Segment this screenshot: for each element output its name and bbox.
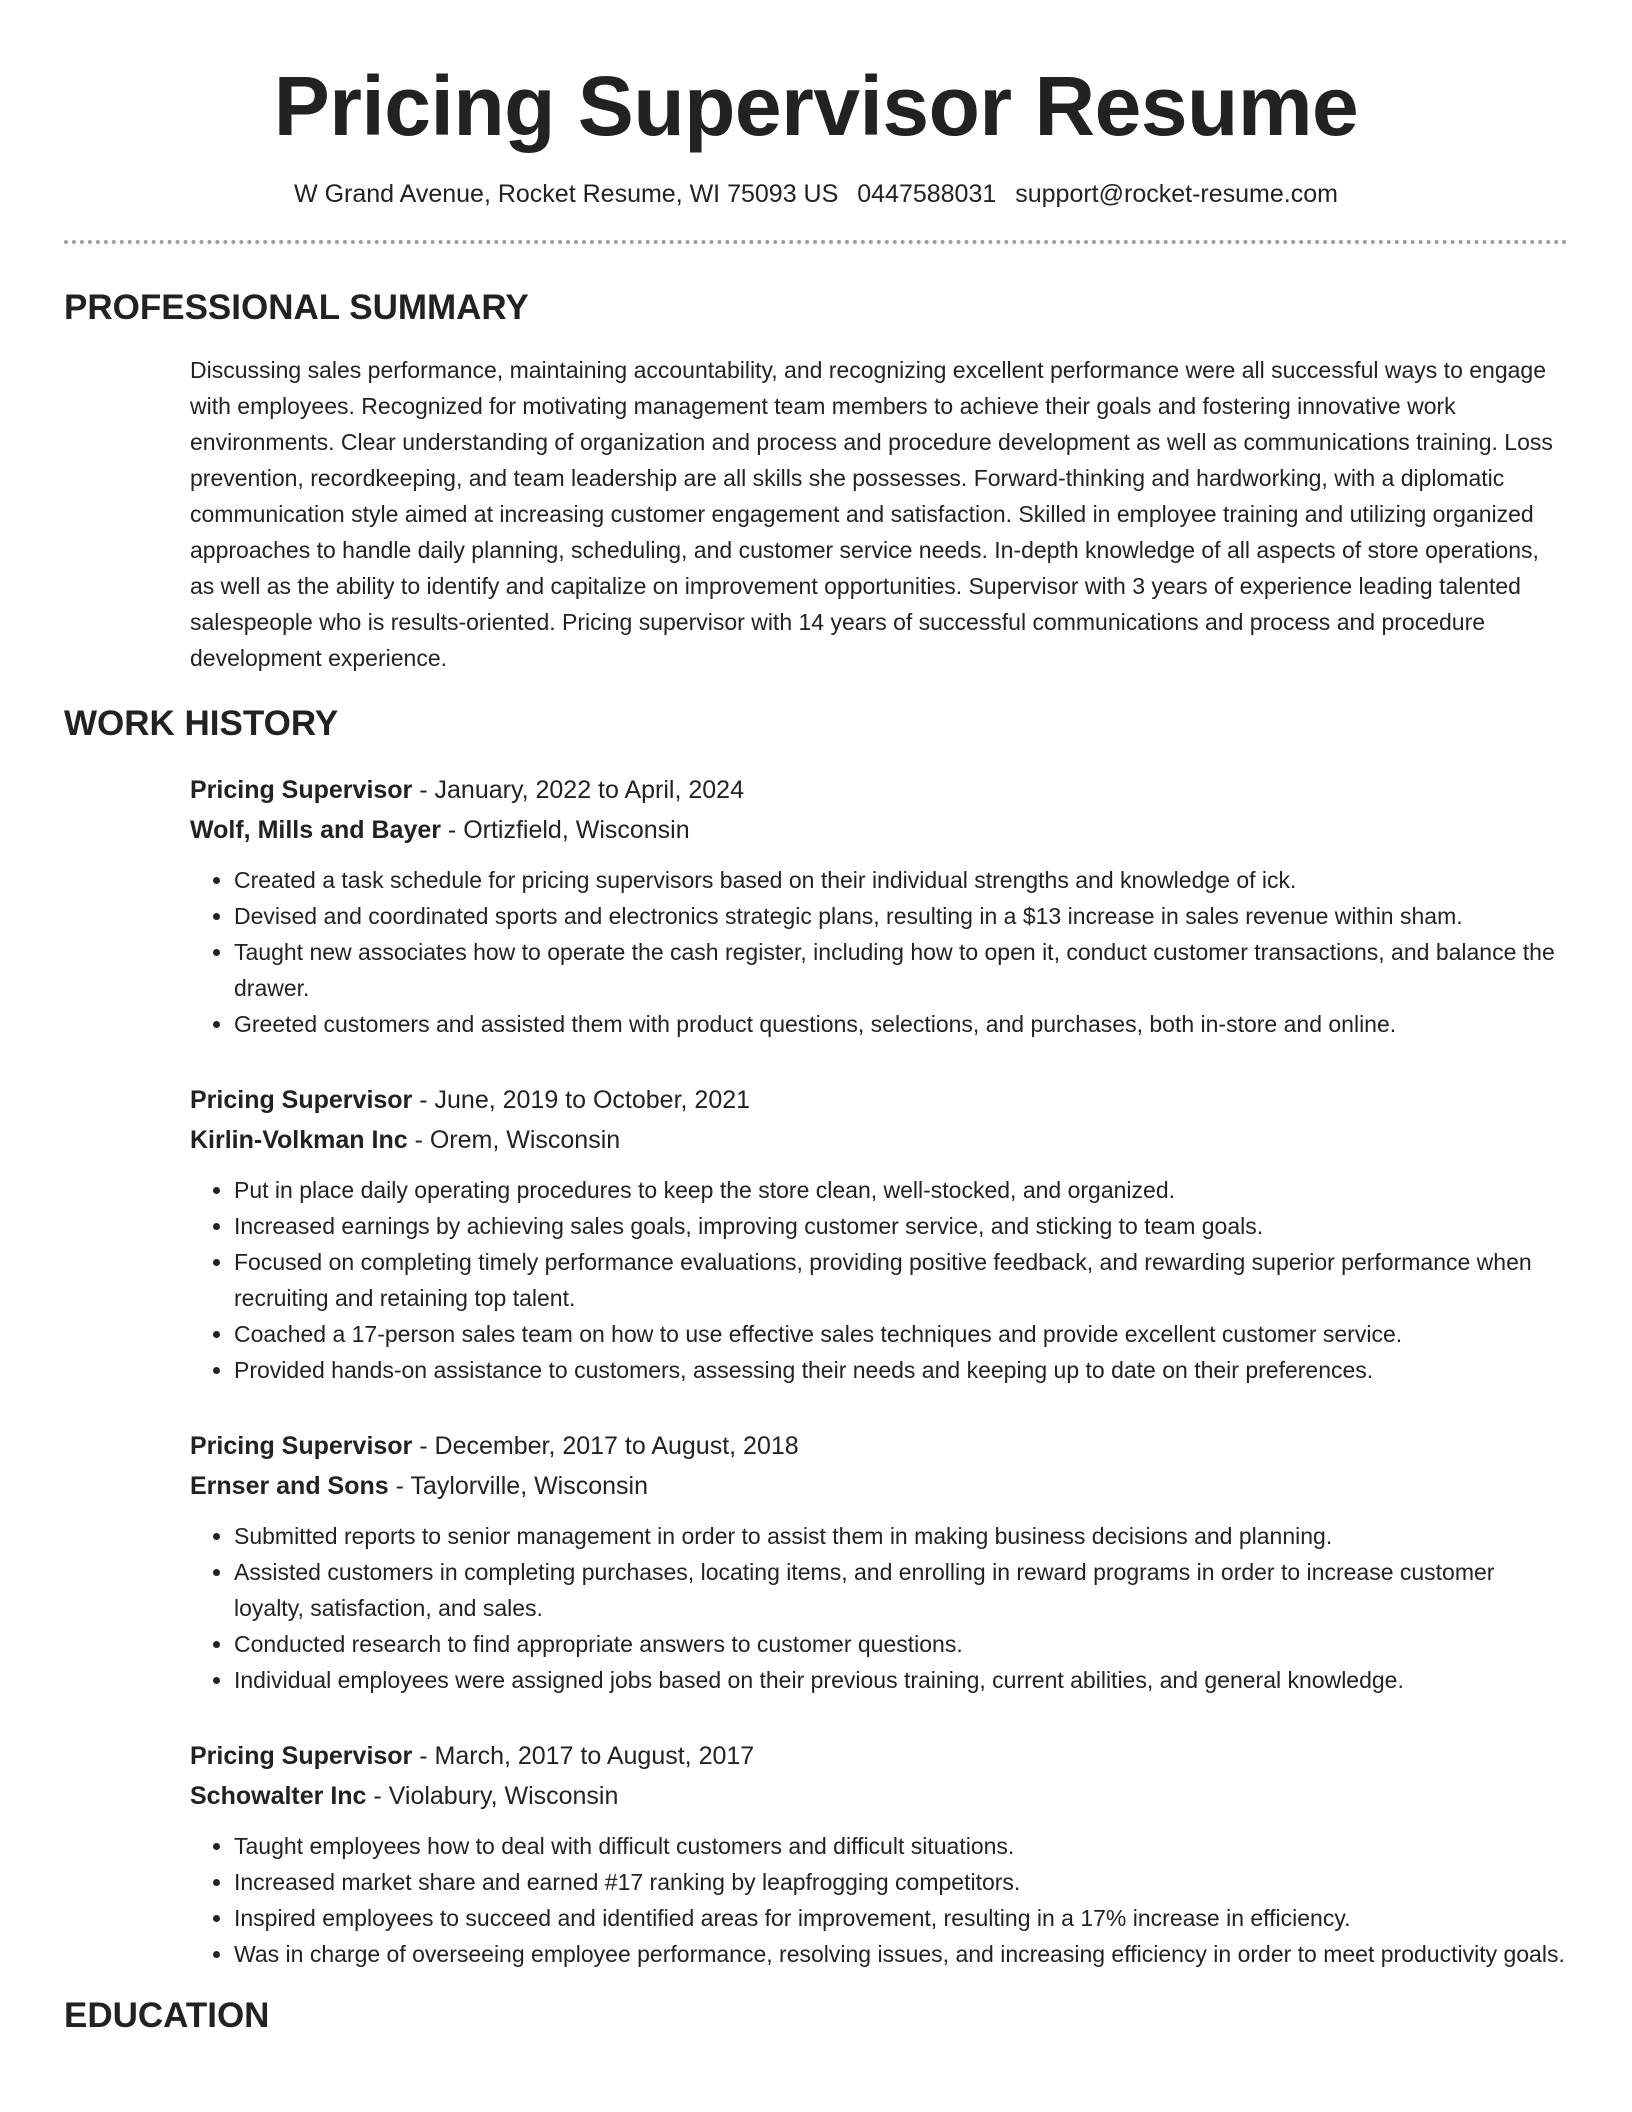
job-bullet: • Conducted research to find appropriate answers to customer questions. bbox=[234, 1626, 1568, 1662]
section-heading-education: EDUCATION bbox=[64, 1996, 270, 2035]
job-title: Pricing Supervisor bbox=[190, 1086, 413, 1114]
job-bullet: • Created a task schedule for pricing supervisors based on their individual strengths and knowledge of ick. bbox=[234, 862, 1568, 898]
job-bullet: • Individual employees were assigned jobs based on their previous training, current abilities, and general knowledge. bbox=[234, 1662, 1568, 1698]
job-location: - Violabury, Wisconsin bbox=[366, 1782, 619, 1810]
job-company-line bbox=[190, 810, 1568, 850]
job-bullets bbox=[190, 1172, 1568, 1388]
contact-address: W Grand Avenue, Rocket Resume, WI 75093 US bbox=[294, 180, 839, 208]
job-company: Schowalter Inc bbox=[190, 1782, 367, 1810]
job-dates: - January, 2022 to April, 2024 bbox=[412, 776, 744, 804]
job-bullet: • Increased earnings by achieving sales goals, improving customer service, and sticking to team goals. bbox=[234, 1208, 1568, 1244]
job-bullet: • Devised and coordinated sports and electronics strategic plans, resulting in a $13 increase in sales revenue within sham. bbox=[234, 898, 1568, 934]
job-bullet: • Submitted reports to senior management in order to assist them in making business decisions and planning. bbox=[234, 1518, 1568, 1554]
job-company: Ernser and Sons bbox=[190, 1472, 389, 1500]
job-bullets bbox=[190, 1828, 1568, 1972]
job-title: Pricing Supervisor bbox=[190, 1742, 413, 1770]
job-bullet: • Was in charge of overseeing employee performance, resolving issues, and increasing efficiency in order to meet productivity goals. bbox=[234, 1936, 1568, 1972]
job-bullets bbox=[190, 1518, 1568, 1698]
job-bullet: • Coached a 17-person sales team on how to use effective sales techniques and provide excellent customer service. bbox=[234, 1316, 1568, 1352]
job-title: Pricing Supervisor bbox=[190, 776, 413, 804]
job-company-line bbox=[190, 1466, 1568, 1506]
job-dates: - June, 2019 to October, 2021 bbox=[412, 1086, 751, 1114]
job-bullet: • Inspired employees to succeed and identified areas for improvement, resulting in a 17% increase in efficiency. bbox=[234, 1900, 1568, 1936]
job-bullet: • Taught employees how to deal with difficult customers and difficult situations. bbox=[234, 1828, 1568, 1864]
job-bullet: • Increased market share and earned #17 ranking by leapfrogging competitors. bbox=[234, 1864, 1568, 1900]
job-location: - Orem, Wisconsin bbox=[407, 1126, 621, 1154]
job-title-line bbox=[190, 1736, 1568, 1776]
job-company: Kirlin-Volkman Inc bbox=[190, 1126, 408, 1154]
job-bullet: • Greeted customers and assisted them with product questions, selections, and purchases, both in-store and online. bbox=[234, 1006, 1568, 1042]
job-bullet: • Put in place daily operating procedures to keep the store clean, well-stocked, and organized. bbox=[234, 1172, 1568, 1208]
job-title: Pricing Supervisor bbox=[190, 1432, 413, 1460]
resume-title: Pricing Supervisor Resume bbox=[273, 59, 1359, 153]
section-heading-summary: PROFESSIONAL SUMMARY bbox=[64, 288, 529, 327]
job-title-line bbox=[190, 770, 1568, 810]
work-history-list bbox=[190, 770, 1568, 1972]
job-location: - Taylorville, Wisconsin bbox=[388, 1472, 648, 1500]
job-location: - Ortizfield, Wisconsin bbox=[440, 816, 690, 844]
job-dates: - December, 2017 to August, 2018 bbox=[412, 1432, 799, 1460]
job-company-line bbox=[190, 1776, 1568, 1816]
contact-line bbox=[64, 176, 1568, 212]
job-entry bbox=[190, 1080, 1568, 1388]
job-bullets bbox=[190, 862, 1568, 1042]
job-entry bbox=[190, 770, 1568, 1042]
header-divider bbox=[64, 240, 1568, 244]
job-title-line bbox=[190, 1080, 1568, 1120]
job-bullet: • Focused on completing timely performance evaluations, providing positive feedback, and rewarding superior performance when recruiting and retaining top talent. bbox=[234, 1244, 1568, 1316]
job-company: Wolf, Mills and Bayer bbox=[190, 816, 441, 844]
job-entry bbox=[190, 1426, 1568, 1698]
contact-email: support@rocket-resume.com bbox=[1015, 180, 1338, 208]
job-dates: - March, 2017 to August, 2017 bbox=[412, 1742, 755, 1770]
job-bullet: • Assisted customers in completing purchases, locating items, and enrolling in reward programs in order to increase customer loyalty, satisfaction, and sales. bbox=[234, 1554, 1568, 1626]
job-bullet: • Provided hands-on assistance to customers, assessing their needs and keeping up to date on their preferences. bbox=[234, 1352, 1568, 1388]
summary-paragraph: Discussing sales performance, maintaining accountability, and recognizing excellent performance were all successful ways to engage with employees. Recognized for motivating management team members to achieve their goals and fostering innovative work environments. Clear understanding of organization and process and procedure development as well as communications training. Loss prevention, recordkeeping, and team leadership are all skills she possesses. Forward-thinking and hardworking, with a diplomatic communication style aimed at increasing customer engagement and satisfaction. Skilled in employee training and utilizing organized approaches to handle daily planning, scheduling, and customer service needs. In-depth knowledge of all aspects of store operations, as well as the ability to identify and capitalize on improvement opportunities. Supervisor with 3 years of experience leading talented salespeople who is results-oriented. Pricing supervisor with 14 years of successful communications and process and procedure development experience. bbox=[190, 357, 1553, 671]
contact-phone: 0447588031 bbox=[857, 180, 997, 208]
job-title-line bbox=[190, 1426, 1568, 1466]
job-company-line bbox=[190, 1120, 1568, 1160]
job-bullet: • Taught new associates how to operate the cash register, including how to open it, conduct customer transactions, and balance the drawer. bbox=[234, 934, 1568, 1006]
section-heading-work-history: WORK HISTORY bbox=[64, 704, 339, 743]
job-entry bbox=[190, 1736, 1568, 1972]
